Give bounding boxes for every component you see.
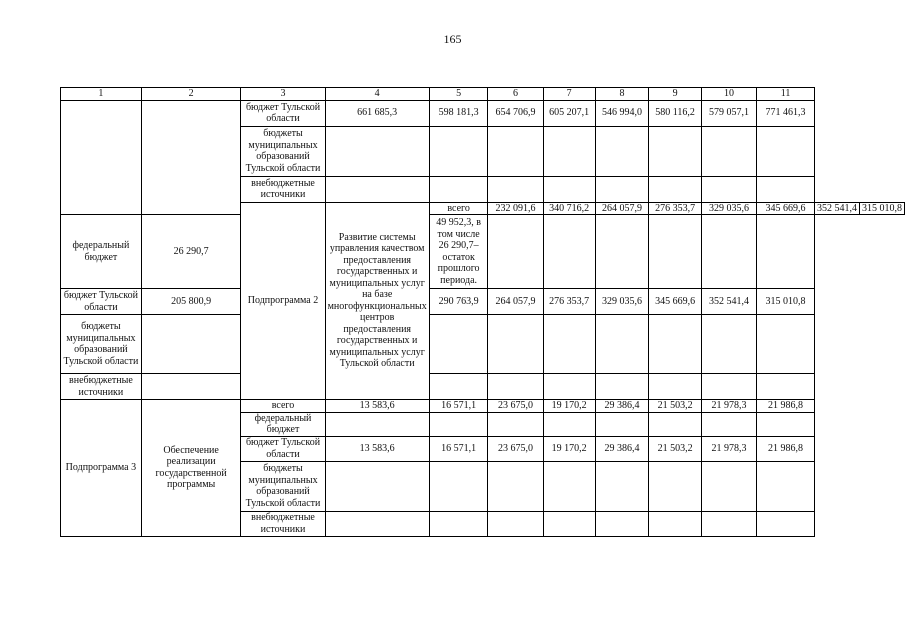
source-label: всего: [241, 400, 325, 413]
value-cell: 21 986,8: [757, 400, 815, 413]
value-cell: 49 952,3, в том числе 26 290,7–остаток прошлого периода.: [429, 215, 488, 289]
table-row: [61, 315, 905, 374]
value-cell: 21 503,2: [649, 400, 702, 413]
header-row: [61, 88, 905, 101]
value-cell: 23 675,0: [488, 400, 543, 413]
subprogram-name: Подпрограмма 2: [241, 202, 325, 400]
source-label: бюджеты муниципальных образований Тульской области: [241, 126, 325, 176]
budget-table: [60, 87, 905, 537]
header-cell: 9: [649, 88, 702, 101]
value-cell: 19 170,2: [543, 400, 595, 413]
source-label: федеральный бюджет: [61, 215, 142, 289]
empty-cell: [61, 100, 142, 215]
value-cell: 661 685,3: [325, 100, 429, 126]
source-label: бюджет Тульской области: [241, 436, 325, 461]
value-cell: 21 978,3: [702, 436, 757, 461]
value-cell: 276 353,7: [649, 202, 702, 215]
value-cell: 23 675,0: [488, 436, 543, 461]
value-cell: 205 800,9: [141, 289, 241, 315]
header-cell: 7: [543, 88, 595, 101]
value-cell: 290 763,9: [429, 289, 488, 315]
value-cell: 264 057,9: [488, 289, 543, 315]
value-cell: 345 669,6: [649, 289, 702, 315]
table-row: [61, 100, 905, 126]
table-row: [61, 289, 905, 315]
value-cell: 29 386,4: [595, 400, 648, 413]
header-cell: 4: [325, 88, 429, 101]
source-label: бюджет Тульской области: [61, 289, 142, 315]
source-label: бюджеты муниципальных образований Тульской области: [241, 461, 325, 511]
header-cell: 10: [702, 88, 757, 101]
value-cell: 329 035,6: [702, 202, 757, 215]
value-cell: 16 571,1: [429, 436, 488, 461]
source-label: внебюджетные источники: [241, 176, 325, 202]
value-cell: 26 290,7: [141, 215, 241, 289]
subprogram-title: Обеспечение реализации государственной программы: [141, 400, 241, 537]
value-cell: 654 706,9: [488, 100, 543, 126]
value-cell: 340 716,2: [543, 202, 595, 215]
value-cell: 580 116,2: [649, 100, 702, 126]
source-label: внебюджетные источники: [241, 511, 325, 536]
header-cell: 6: [488, 88, 543, 101]
value-cell: 546 994,0: [595, 100, 648, 126]
value-cell: 21 986,8: [757, 436, 815, 461]
value-cell: 352 541,4: [702, 289, 757, 315]
value-cell: 771 461,3: [757, 100, 815, 126]
value-cell: 329 035,6: [595, 289, 648, 315]
header-cell: 8: [595, 88, 648, 101]
source-label: бюджеты муниципальных образований Тульской области: [61, 315, 142, 374]
subprogram-title: Развитие системы управления качеством предоставления государственных и муниципальных услуг на базе многофункциональных центров предоставления государственных и муниципальных услуг Тульской области: [325, 202, 429, 400]
value-cell: 579 057,1: [702, 100, 757, 126]
empty-cell: [141, 100, 241, 215]
table-row: [61, 374, 905, 400]
table-row: [61, 400, 905, 413]
value-cell: 315 010,8: [860, 202, 905, 215]
value-cell: 19 170,2: [543, 436, 595, 461]
value-cell: 315 010,8: [757, 289, 815, 315]
value-cell: 29 386,4: [595, 436, 648, 461]
source-label: внебюджетные источники: [61, 374, 142, 400]
value-cell: 13 583,6: [325, 436, 429, 461]
source-label: всего: [429, 202, 488, 215]
table-row: [61, 215, 905, 289]
value-cell: 352 541,4: [815, 202, 860, 215]
source-label: бюджет Тульской области: [241, 100, 325, 126]
value-cell: 598 181,3: [429, 100, 488, 126]
value-cell: 276 353,7: [543, 289, 595, 315]
value-cell: 21 978,3: [702, 400, 757, 413]
header-cell: 5: [429, 88, 488, 101]
value-cell: 13 583,6: [325, 400, 429, 413]
value-cell: 605 207,1: [543, 100, 595, 126]
header-cell: 3: [241, 88, 325, 101]
subprogram-name: Подпрограмма 3: [61, 400, 142, 537]
value-cell: 264 057,9: [595, 202, 648, 215]
value-cell: 21 503,2: [649, 436, 702, 461]
source-label: федеральный бюджет: [241, 412, 325, 436]
value-cell: 345 669,6: [757, 202, 815, 215]
header-cell: 2: [141, 88, 241, 101]
header-cell: 1: [61, 88, 142, 101]
header-cell: 11: [757, 88, 815, 101]
value-cell: 232 091,6: [488, 202, 543, 215]
page-number: 165: [443, 32, 462, 46]
value-cell: 16 571,1: [429, 400, 488, 413]
